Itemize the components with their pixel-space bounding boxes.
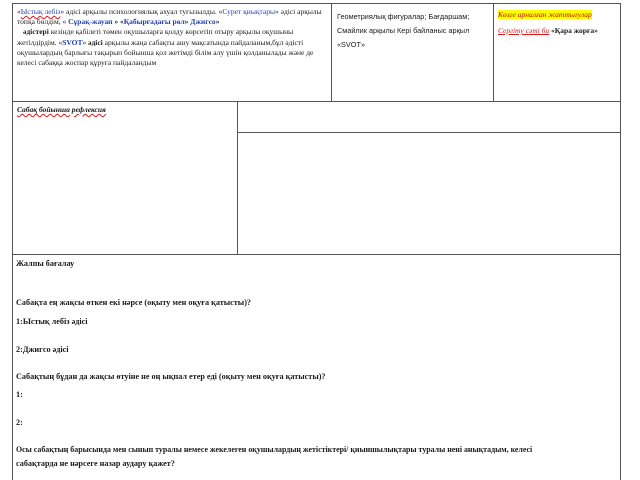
evaluation-question-2: Сабақтың бұдан да жақсы өтуіне не оң ықпал етер еді (оқыту мен оқуға қатысты)? <box>16 372 326 381</box>
methods-text-2: » әдісі арқылы топқа бөлдім, « <box>17 7 322 27</box>
warmup-dance: Сергіту сәті би <box>498 26 550 35</box>
table-top-border <box>12 3 620 4</box>
methods-label: әдістері <box>23 27 49 37</box>
methods-cell <box>17 7 327 68</box>
methods-text-7: » <box>82 37 89 47</box>
method-svot: SVOT <box>62 37 83 47</box>
evaluation-question-1: Сабақта ең жақсы өткен екі нәрсе (оқыту мен оқуға қатысты)? <box>16 298 252 307</box>
method-label-2: әдісі <box>88 37 103 47</box>
quote-open-1: « <box>17 7 21 16</box>
col-divider-1 <box>331 3 332 101</box>
col-divider-2 <box>493 3 494 101</box>
table-left-border <box>12 3 13 480</box>
resources-cell <box>337 10 489 52</box>
methods-text-3: » « <box>112 17 124 27</box>
methods-text-1: » әдісі арқылы психологиялық ахуал туғызылды. « <box>60 7 223 16</box>
eye-exercises-title: Көзге арналған жаттығулар <box>498 10 592 19</box>
method-question-answer: Сұрақ-жауап <box>68 17 113 27</box>
evaluation-question-3-line-2: сабақтарда не нәрсеге назар аудару қажет? <box>16 459 175 468</box>
method-role-on-wall: Қабырғадағы рөл <box>123 17 185 27</box>
evaluation-answer-2-2: 2: <box>16 418 23 427</box>
evaluation-heading: Жалпы бағалау <box>16 259 75 268</box>
methods-text-5: » <box>215 17 220 27</box>
reflection-title: Сабақ бойынша рефлексия <box>17 105 106 114</box>
row2-bottom-border <box>12 254 620 255</box>
resources-line-1: Геометриялық фигуралар; Бағдаршам; <box>337 12 470 21</box>
reflection-col-divider <box>237 101 238 254</box>
resources-line-2: Смайлик арқылы Кері байланыс арқыл <box>337 26 470 35</box>
evaluation-answer-2-1: 1: <box>16 390 23 399</box>
method-hot-praise: Ыстық лебіз <box>20 7 61 16</box>
method-picture-pieces: Сурет қиықтары <box>222 7 275 16</box>
dance-name: «Қара жорға» <box>549 26 598 35</box>
methods-text-6: кезінде қабілеті төмен оқушыларға қолду көрсетіп отыру арқылы оқушыны жетілдірдім. « <box>17 27 294 47</box>
methods-text-4: » <box>184 17 191 27</box>
resources-line-3: «SVOT» <box>337 40 365 49</box>
evaluation-answer-1-2: 2:Джигсо әдісі <box>16 345 69 354</box>
evaluation-answer-1-1: 1:Ыстық лебіз әдісі <box>16 317 88 326</box>
table-right-border <box>620 3 621 480</box>
methods-text-8: арқылы жаңа сабақты ашу мақсатында пайдаланым,бұл әдісті оқушылардың барлығы тақырып бойынша қол жетімді білім алу үшін қолданылады және де келесі сабаққа жоспар құруға пайдаландым <box>17 37 314 68</box>
evaluation-question-3-line-1: Осы сабақтың барысында мен сынып туралы немесе жекелеген оқушылардың жетістіктері/ қиыншылықтары туралы нені анықтадым, келесі <box>16 445 533 454</box>
method-jigsaw: Джигсо <box>190 17 216 27</box>
safety-cell <box>498 9 616 36</box>
reflection-inner-divider <box>237 132 620 133</box>
row1-bottom-border <box>12 101 620 102</box>
